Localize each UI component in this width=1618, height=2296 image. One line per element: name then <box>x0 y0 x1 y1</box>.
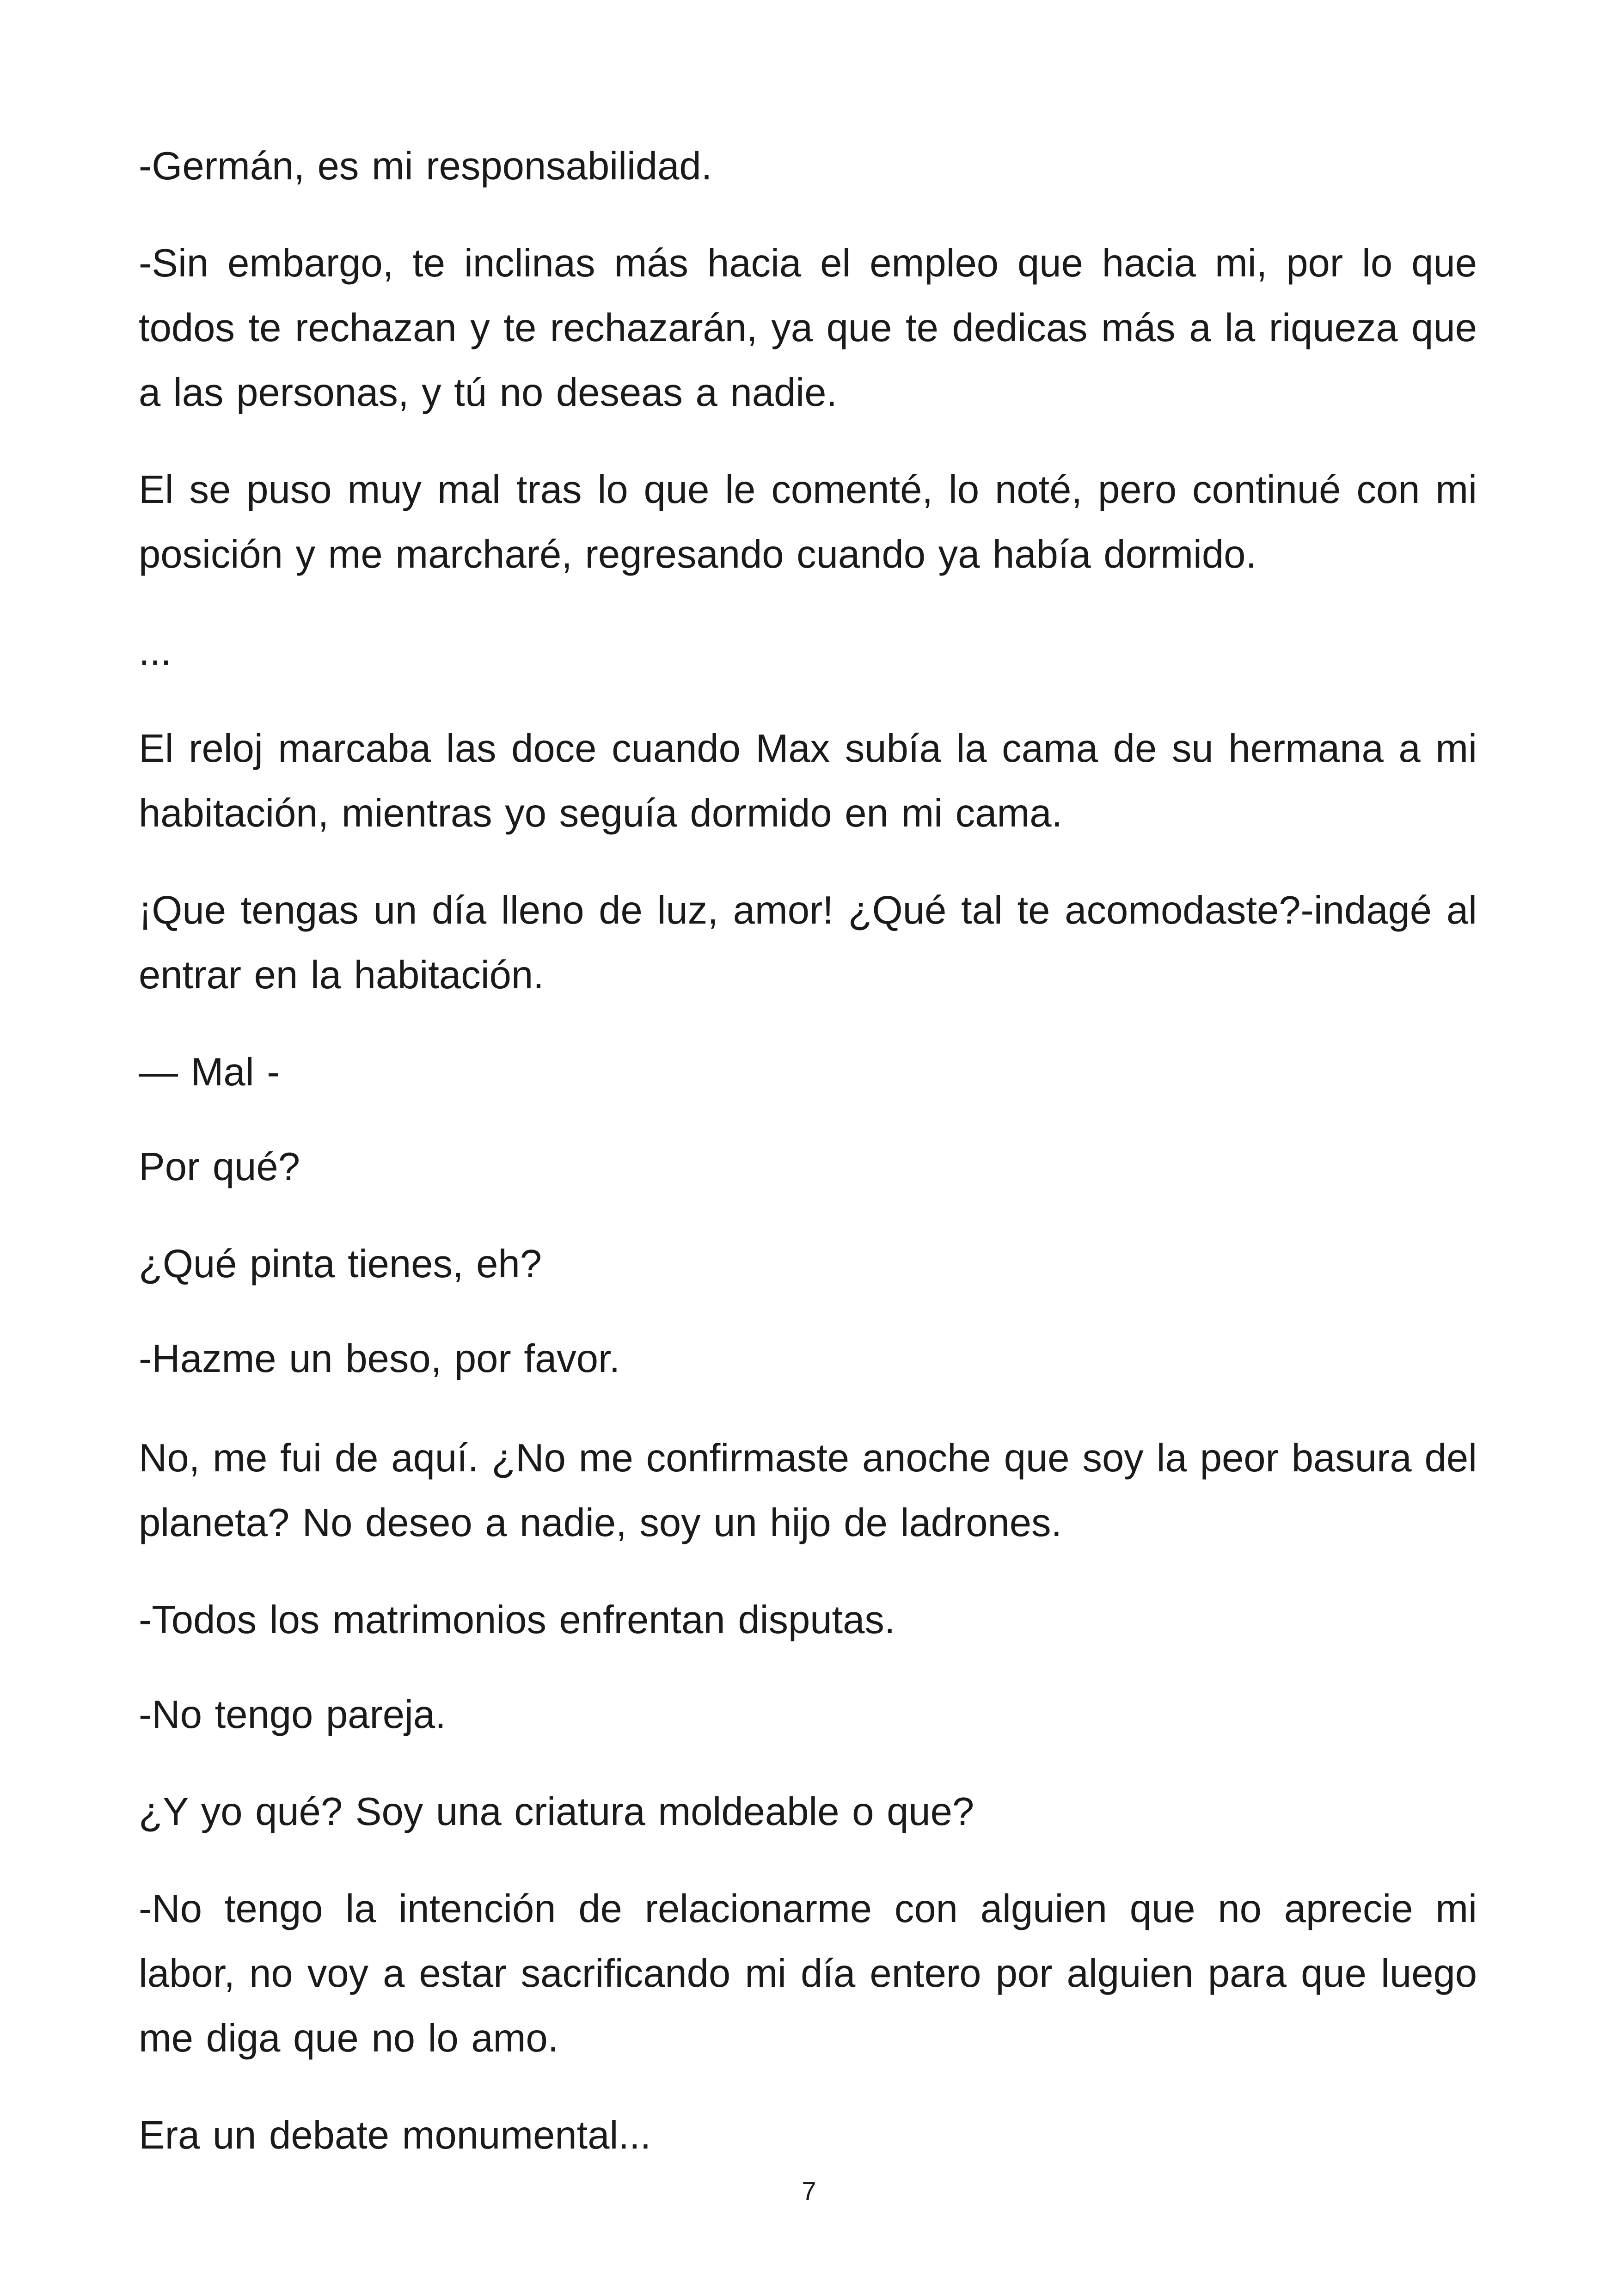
paragraph: ¿Y yo qué? Soy una criatura moldeable o que? <box>139 1790 974 1834</box>
paragraph: -Sin embargo, te inclinas más hacia el empleo que hacia mi, por lo que todos te rechazan y te rechazarán, ya que te dedicas más a la riqueza que a las personas, y tú no deseas a nadie. <box>139 241 1477 415</box>
paragraph: ¿Qué pinta tienes, eh? <box>139 1242 542 1286</box>
paragraph: Por qué? <box>139 1145 300 1189</box>
paragraph: -No tengo la intención de relacionarme con alguien que no aprecie mi labor, no voy a estar sacrificando mi día entero por alguien para que luego me diga que no lo amo. <box>139 1887 1477 2060</box>
paragraph: Era un debate monumental... <box>139 2113 651 2157</box>
paragraph: -Hazme un beso, por favor. <box>139 1337 620 1381</box>
paragraph: No, me fui de aquí. ¿No me confirmaste anoche que soy la peor basura del planeta? No deseo a nadie, soy un hijo de ladrones. <box>139 1436 1477 1545</box>
page-number: 7 <box>802 2176 816 2205</box>
paragraph: El reloj marcaba las doce cuando Max subía la cama de su hermana a mi habitación, mientras yo seguía dormido en mi cama. <box>139 727 1477 835</box>
paragraph: ¡Que tengas un día lleno de luz, amor! ¿Qué tal te acomodaste?-indagé al entrar en la habitación. <box>139 888 1477 997</box>
paragraph: -Germán, es mi responsabilidad. <box>139 144 712 188</box>
paragraph: -Todos los matrimonios enfrentan disputas. <box>139 1598 895 1642</box>
paragraph: El se puso muy mal tras lo que le comenté, lo noté, pero continué con mi posición y me marcharé, regresando cuando ya había dormido. <box>139 468 1477 576</box>
paragraph: -No tengo pareja. <box>139 1693 446 1737</box>
paragraph: ... <box>139 630 172 673</box>
text-body <box>139 0 1477 2296</box>
paragraph: — Mal - <box>139 1050 280 1094</box>
